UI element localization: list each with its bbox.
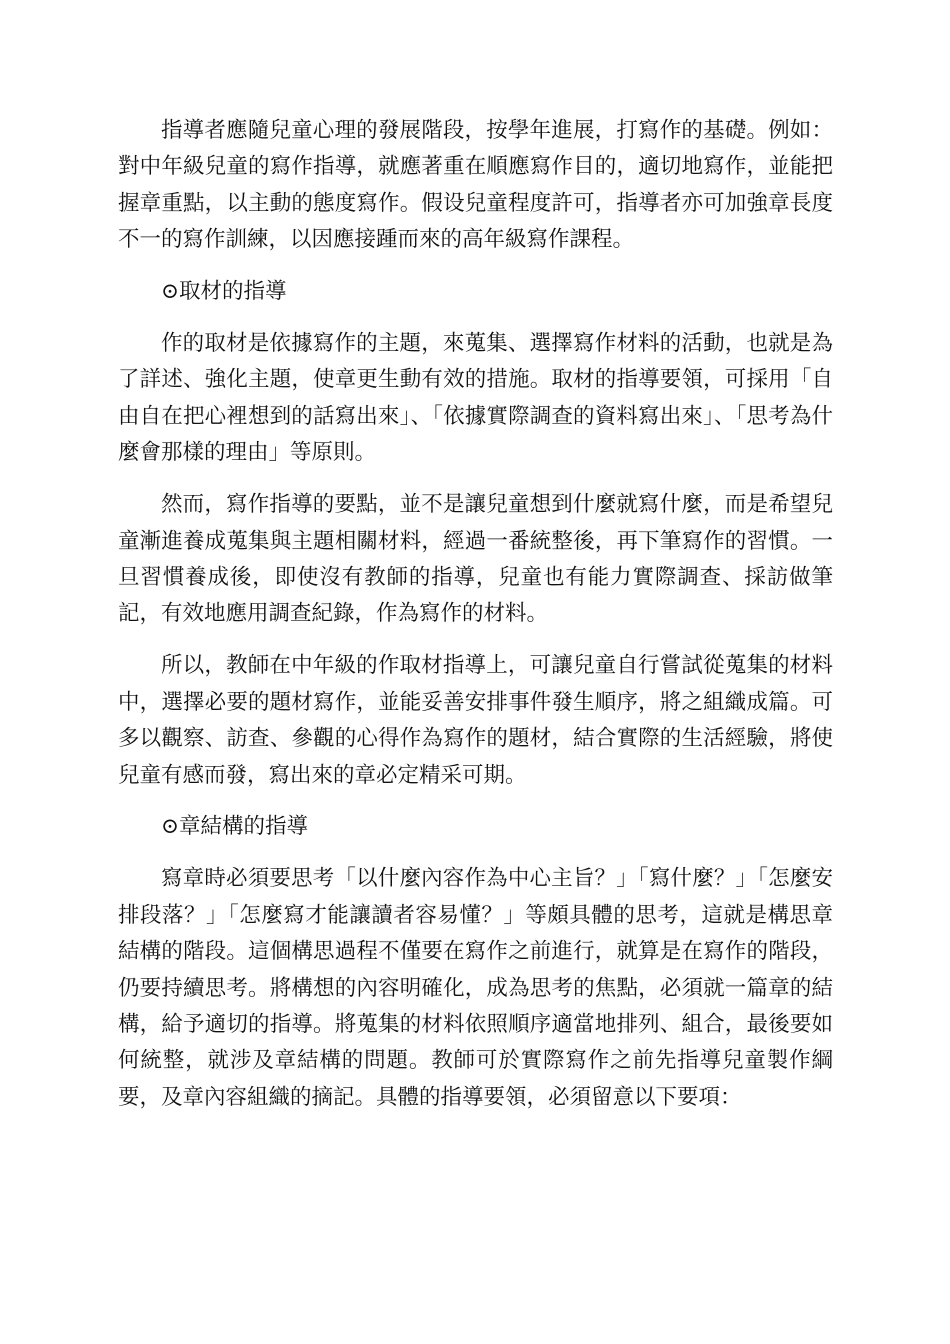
section-heading-structure: ⊙章結構的指導 — [161, 814, 309, 840]
paragraph-writing-foundation: 指導者應隨兒童心理的發展階段，按學年進展，打寫作的基礎。例如：對中年級兒童的寫作指導，就應著重在順應寫作目的，適切地寫作，並能把握章重點，以主動的態度寫作。假设兒童程度許可，指導者亦可加強章長度不一的寫作訓練，以因應接踵而來的高年級寫作課程。 — [118, 118, 833, 253]
document-page — [118, 113, 833, 1116]
paragraph-writing-habit: 然而，寫作指導的要點，並不是讓兒童想到什麼就寫什麼，而是希望兒童漸進養成蒐集與主題相關材料，經過一番統整後，再下筆寫作的習慣。一旦習慣養成後，即使沒有教師的指導，兒童也有能力實際調查、採訪做筆記，有效地應用調查紀錄，作為寫作的材料。 — [118, 492, 833, 627]
section-heading-material-selection: ⊙取材的指導 — [161, 279, 287, 305]
paragraph-structure-guidance: 寫章時必須要思考「以什麼內容作為中心主旨？」「寫什麼？」「怎麼安排段落？」「怎麼寫才能讓讀者容易懂？」等頗具體的思考，這就是構思章結構的階段。這個構思過程不僅要在寫作之前進行，就算是在寫作的階段，仍要持續思考。將構想的內容明確化，成為思考的焦點，必須就一篇章的結構，給予適切的指導。將蒐集的材料依照順序適當地排列、組合，最後要如何統整，就涉及章結構的問題。教師可於實際寫作之前先指導兒童製作綱要，及章內容組織的摘記。具體的指導要領，必須留意以下要項： — [118, 866, 833, 1110]
paragraph-material-selection: 作的取材是依據寫作的主題，來蒐集、選擇寫作材料的活動，也就是為了詳述、強化主題，使章更生動有效的措施。取材的指導要領，可採用「自由自在把心裡想到的話寫出來」、「依據實際調查的資料寫出來」、「思考為什麼會那樣的理由」等原則。 — [118, 331, 833, 466]
paragraph-middle-grade-guidance: 所以，教師在中年級的作取材指導上，可讓兒童自行嘗試從蒐集的材料中，選擇必要的題材寫作，並能妥善安排事件發生順序，將之組織成篇。可多以觀察、訪查、參觀的心得作為寫作的題材，結合實際的生活經驗，將使兒童有感而發，寫出來的章必定精采可期。 — [118, 653, 833, 788]
